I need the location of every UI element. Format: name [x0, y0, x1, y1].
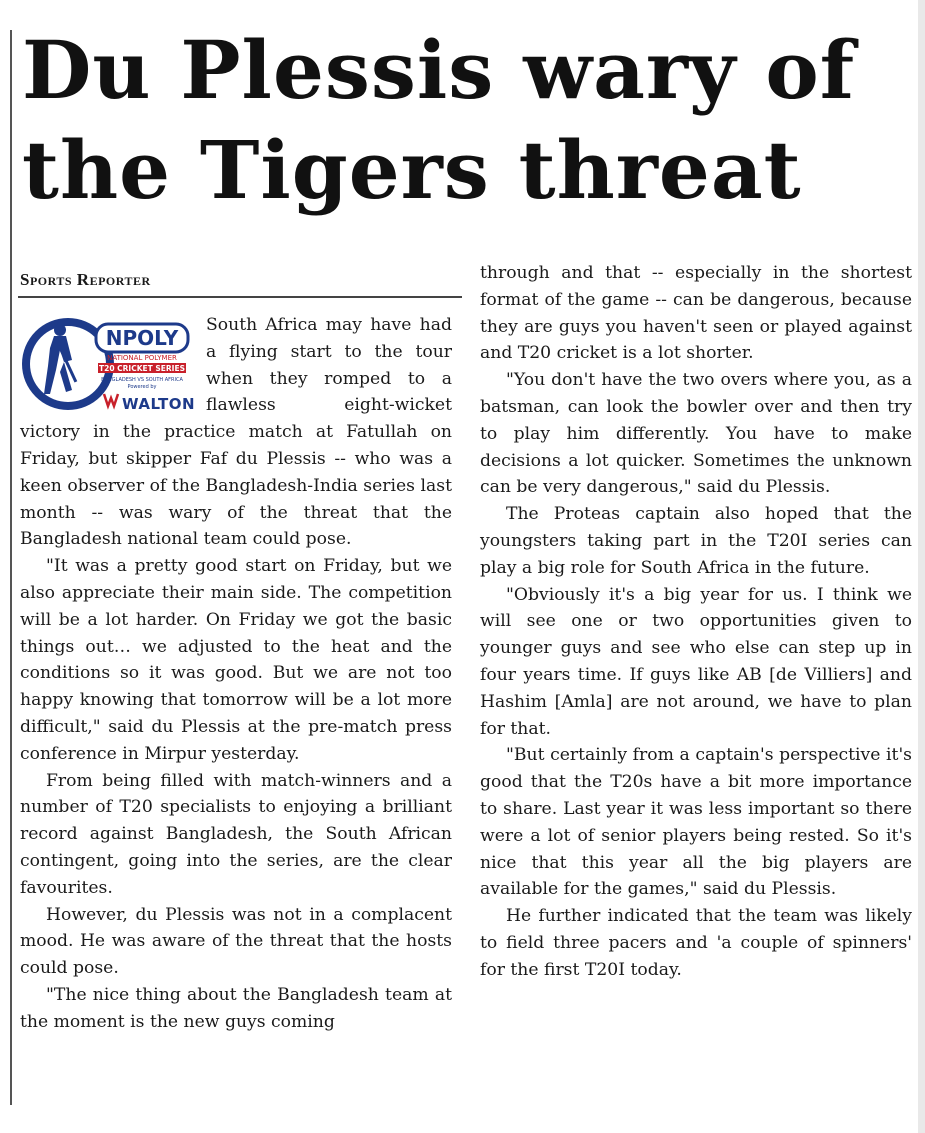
- paragraph-8: "Obviously it's a big year for us. I think we will see one or two opportunities given to younger guys and see who else can step up in four years time. If guys like AB [de Villiers] and Hashim [Amla] are not around, we have to plan for that.: [480, 584, 912, 739]
- paragraph-1: South Africa may have had a flying start to the tour when they romped to a flawless eight-wicket victory in the practice match at Fatullah on Friday, but skipper Faf du Plessis -- who was a keen observer of the Bangladesh-India series last month -- was wary of the threat that the Bangladesh national team could pose.: [20, 315, 452, 550]
- series-logo: [20, 314, 196, 414]
- article-column-right: [480, 260, 912, 984]
- logo-line2: T20 CRICKET SERIES: [98, 364, 186, 373]
- column-rule: [10, 30, 12, 1105]
- paragraph-10: He further indicated that the team was likely to field three pacers and 'a couple of spinners' for the first T20I today.: [480, 906, 912, 980]
- paragraph-6: "You don't have the two overs where you, as a batsman, can look the bowler over and then try to play him differently. You have to make decisions a lot quicker. Sometimes the unknown can be very dangerous," said du Plessis.: [480, 370, 912, 498]
- logo-line3: BANGLADESH VS SOUTH AFRICA: [101, 377, 183, 383]
- headline: Du Plessis wary of the Tigers threat: [22, 23, 856, 217]
- byline-text: Sports Reporter: [20, 270, 151, 289]
- paragraph-7: The Proteas captain also hoped that the youngsters taking part in the T20I series can play a big role for South Africa in the future.: [480, 504, 912, 578]
- page-edge: [918, 0, 925, 1133]
- paragraph-3: From being filled with match-winners and a number of T20 specialists to enjoying a brilliant record against Bangladesh, the South African contingent, going into the series, are the clear favourites.: [20, 770, 452, 898]
- paragraph-5: "The nice thing about the Bangladesh team at the moment is the new guys coming: [20, 984, 452, 1032]
- article-column-left: [20, 312, 452, 1036]
- paragraph-5-continued: through and that -- especially in the shortest format of the game -- can be dangerous, because they are guys you haven't seen or played against and T20 cricket is a lot shorter.: [480, 263, 912, 364]
- logo-brand-text: NPOLY: [105, 326, 179, 350]
- logo-powered-by: Powered by: [127, 384, 157, 390]
- paragraph-4: However, du Plessis was not in a complacent mood. He was aware of the threat that the hosts could pose.: [20, 904, 452, 979]
- logo-line1: NATIONAL POLYMER: [107, 354, 177, 362]
- byline: [20, 270, 151, 290]
- paragraph-9: "But certainly from a captain's perspective it's good that the T20s have a bit more importance to share. Last year it was less important so there were a lot of senior players being rested. So it's nice that this year all the big players are available for the games," said du Plessis.: [480, 745, 912, 900]
- byline-divider: [18, 296, 462, 298]
- logo-sponsor: WALTON: [122, 395, 196, 413]
- paragraph-2: "It was a pretty good start on Friday, but we also appreciate their main side. The competition will be a lot harder. On Friday we got the basic things out… we adjusted to the heat and the conditions so it was good. But we are not too happy knowing that tomorrow will be a lot more difficult," said du Plessis at the pre-match press conference in Mirpur yesterday.: [20, 556, 452, 764]
